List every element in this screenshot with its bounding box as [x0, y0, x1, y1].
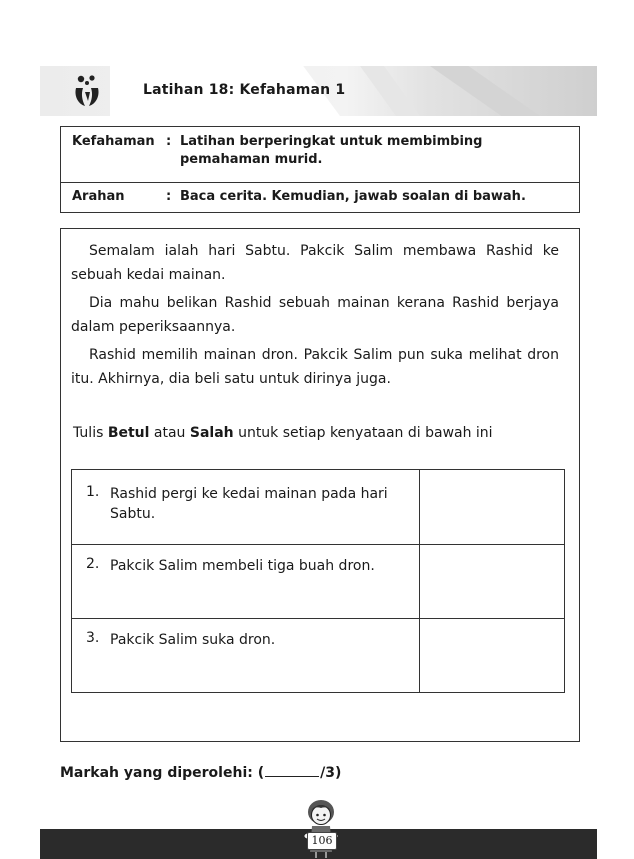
instruction-salah: Salah: [189, 425, 234, 441]
instruction-middle: atau: [149, 425, 190, 441]
question-number: 3.: [86, 630, 100, 646]
question-text: Rashid pergi ke kedai mainan pada hari Sabtu.: [110, 486, 388, 522]
story-box: [60, 228, 580, 742]
arahan-text: Baca cerita. Kemudian, jawab soalan di bawah.: [180, 189, 526, 204]
score-line: [60, 764, 341, 781]
question-number: 1.: [86, 484, 100, 500]
arahan-label: Arahan: [72, 189, 125, 204]
score-blank[interactable]: [265, 764, 319, 777]
story-paragraph: Semalam ialah hari Sabtu. Pakcik Salim membawa Rashid ke sebuah kedai mainan.: [71, 243, 559, 283]
table-row: [72, 470, 564, 544]
instruction-betul: Betul: [107, 425, 150, 441]
info-box: [60, 126, 580, 213]
answer-cell[interactable]: [420, 618, 564, 692]
arahan-colon: :: [166, 189, 172, 204]
lesson-title: Latihan 18: Kefahaman 1: [143, 82, 346, 98]
question-text: Pakcik Salim membeli tiga buah dron.: [110, 558, 375, 574]
question-number: 2.: [86, 556, 100, 572]
instruction-prefix: Tulis: [73, 425, 108, 441]
instruction-text: [73, 425, 493, 441]
score-label: Markah yang diperolehi: (: [60, 765, 265, 781]
kefahaman-text-line1: Latihan berperingkat untuk membimbing: [180, 134, 483, 149]
answer-cell[interactable]: [420, 544, 564, 618]
story-paragraph: Dia mahu belikan Rashid sebuah mainan kerana Rashid berjaya dalam peperiksaannya.: [71, 295, 559, 335]
exercise-logo-icon: [72, 74, 102, 110]
info-divider: [61, 182, 579, 183]
kefahaman-text-line2: pemahaman murid.: [180, 152, 323, 167]
kefahaman-colon: :: [166, 134, 172, 149]
score-total: /3): [320, 765, 342, 781]
question-text: Pakcik Salim suka dron.: [110, 632, 276, 648]
answer-cell[interactable]: [420, 470, 564, 544]
table-row: [72, 618, 564, 692]
instruction-suffix: untuk setiap kenyataan di bawah ini: [233, 425, 493, 441]
question-table: [71, 469, 565, 693]
kefahaman-label: Kefahaman: [72, 134, 155, 149]
table-row: [72, 544, 564, 618]
story-paragraph: Rashid memilih mainan dron. Pakcik Salim pun suka melihat dron itu. Akhirnya, dia beli satu untuk dirinya juga.: [71, 347, 559, 387]
page-number: 106: [307, 832, 337, 850]
